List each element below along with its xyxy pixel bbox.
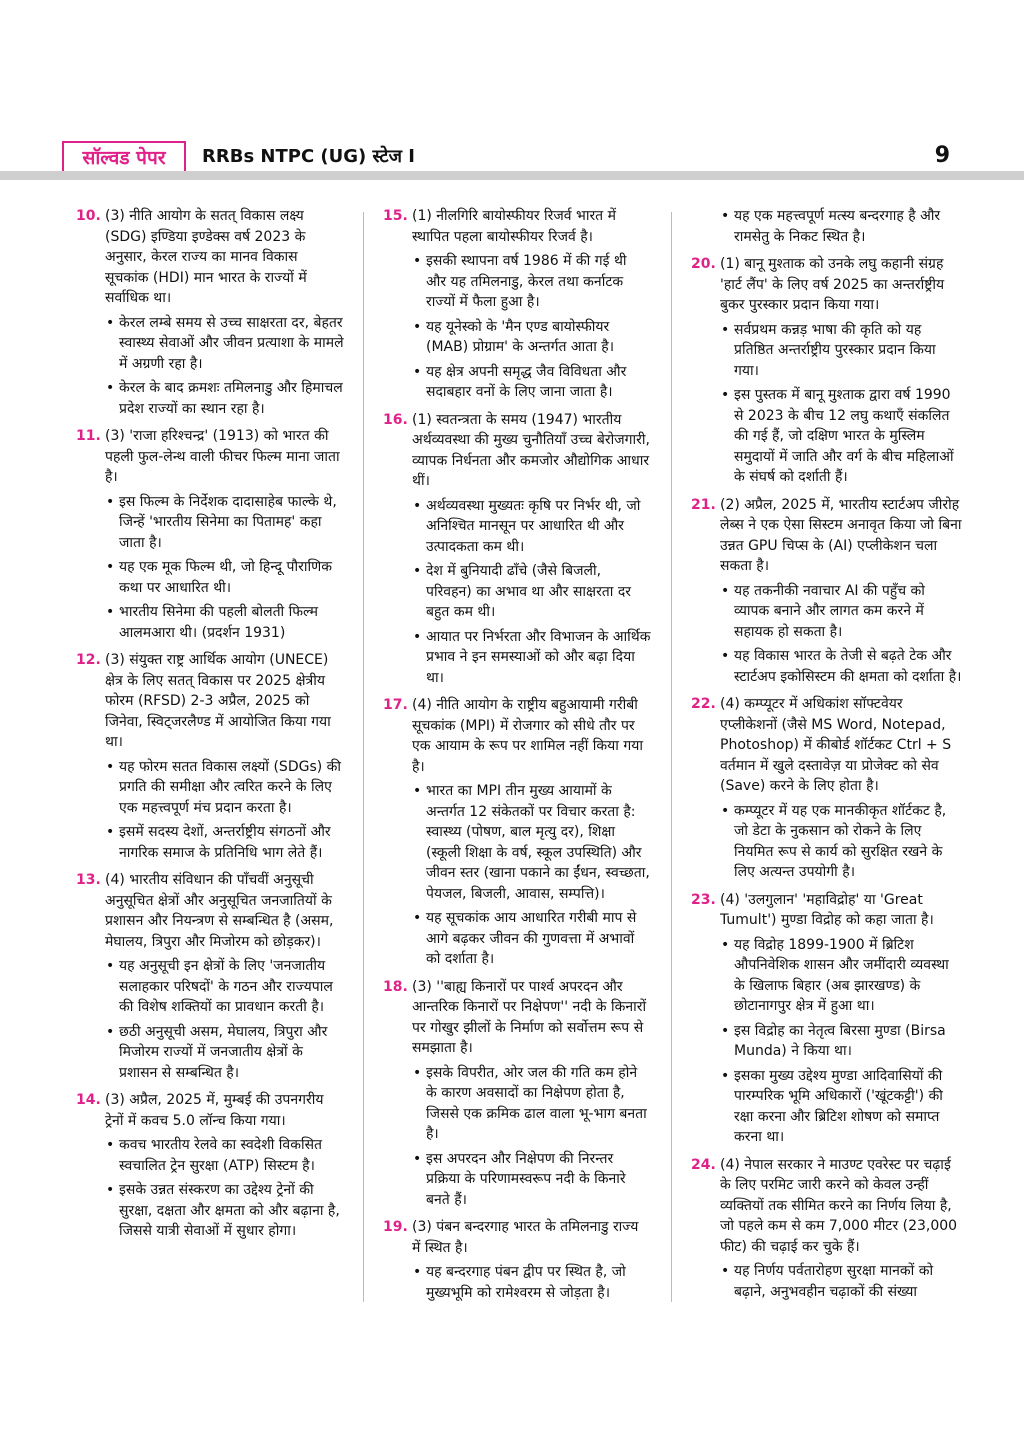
answer-item	[691, 890, 963, 1148]
explanation-bullet: • देश में बुनियादी ढाँचे (जैसे बिजली, परिवहन) का अभाव था और साक्षरता दर बहुत कम थी।	[412, 561, 651, 623]
explanation-bullet: • यह क्षेत्र अपनी समृद्ध जैव विविधता और सदाबहार वनों के लिए जाना जाता है।	[412, 362, 651, 403]
explanation-bullet: • इसकी स्थापना वर्ष 1986 में की गई थी और यह तमिलनाडु, केरल तथा कर्नाटक राज्यों में फैला हुआ है।	[412, 251, 651, 313]
question-number: 16.	[383, 411, 408, 428]
question-number: 19.	[383, 1219, 408, 1235]
explanation-bullet: • यह यूनेस्को के 'मैन एण्ड बायोस्फीयर (MAB) प्रोग्राम' के अन्तर्गत आता है।	[412, 317, 651, 358]
explanation-bullet: • इस फिल्म के निर्देशक दादासाहेब फाल्के थे, जिन्हें 'भारतीय सिनेमा का पितामह' कहा जाता है।	[105, 492, 344, 554]
answer-text: (4) नीति आयोग के राष्ट्रीय बहुआयामी गरीबी सूचकांक (MPI) में रोजगार को सीधे तौर पर एक आयाम के रूप पर शामिल नहीं किया गया है।	[412, 697, 643, 775]
answer-item	[383, 977, 651, 1211]
answer-text: (3) 'राजा हरिश्चन्द्र' (1913) को भारत की पहली फुल-लेन्थ वाली फीचर फिल्म माना जाता है।	[105, 428, 340, 485]
answer-text: (2) अप्रैल, 2025 में, भारतीय स्टार्टअप जीरोह लेब्स ने एक ऐसा सिस्टम अनावृत किया जो बिना उन्नत GPU चिप्स के (AI) एप्लीकेशन चला सकता है।	[720, 496, 962, 574]
answer-item	[76, 426, 344, 643]
explanation-bullet: • यह एक मूक फिल्म थी, जो हिन्दू पौराणिक कथा पर आधारित थी।	[105, 557, 344, 598]
answer-text: (3) संयुक्त राष्ट्र आर्थिक आयोग (UNECE) क्षेत्र के लिए सतत् विकास पर 2025 क्षेत्रीय फोरम (RFSD) 2-3 अप्रैल, 2025 को जिनेवा, स्विट्जरलैण्ड में आयोजित किया गया था।	[105, 652, 331, 750]
explanation-bullet: • यह विद्रोह 1899-1900 में ब्रिटिश औपनिवेशिक शासन और जमींदारी व्यवस्था के खिलाफ बिहार (अब झारखण्ड) के छोटानागपुर क्षेत्र में हुआ था।	[720, 935, 963, 1017]
explanation-bullet: • भारत का MPI तीन मुख्य आयामों के अन्तर्गत 12 संकेतकों पर विचार करता है: स्वास्थ्य (पोषण, बाल मृत्यु दर), शिक्षा (स्कूली शिक्षा के वर्ष, स्कूल उपस्थिति) और जीवन स्तर (खाना पकाने का ईंधन, स्वच्छता, पेयजल, बिजली, आवास, सम्पत्ति)।	[412, 781, 651, 904]
answer-column-3	[691, 206, 963, 1309]
answer-text: (3) अप्रैल, 2025 में, मुम्बई की उपनगरीय ट्रेनों में कवच 5.0 लॉन्च किया गया।	[105, 1092, 324, 1129]
column-divider	[671, 212, 672, 1302]
answer-text: (1) नीलगिरि बायोस्फीयर रिजर्व भारत में स्थापित पहला बायोस्फीयर रिजर्व है।	[412, 208, 616, 245]
answer-item	[76, 870, 344, 1083]
answer-text: (1) स्वतन्त्रता के समय (1947) भारतीय अर्थव्यवस्था की मुख्य चुनौतियाँ उच्च बेरोजगारी, व्यापक निर्धनता और कमजोर औद्योगिक आधार थीं।	[412, 411, 650, 489]
explanation-bullet: • यह एक महत्त्वपूर्ण मत्स्य बन्दरगाह है और रामसेतु के निकट स्थित है।	[720, 206, 963, 247]
explanation-bullet: • सर्वप्रथम कन्नड़ भाषा की कृति को यह प्रतिष्ठित अन्तर्राष्ट्रीय पुरस्कार प्रदान किया गया।	[720, 320, 963, 382]
question-number: 14.	[76, 1092, 101, 1108]
answer-text: (1) बानू मुश्ताक को उनके लघु कहानी संग्रह 'हार्ट लैंप' के लिए वर्ष 2025 का अन्तर्राष्ट्रीय बुकर पुरस्कार प्रदान किया गया।	[720, 256, 945, 313]
answer-text: (4) नेपाल सरकार ने माउण्ट एवरेस्ट पर चढ़ाई के लिए परमिट जारी करने को केवल उन्हीं व्यक्तियों तक सीमित करने का निर्णय लिया है, जो पहले कम से कम 7,000 मीटर (23,000 फीट) की चढ़ाई कर चुके हैं।	[720, 1156, 958, 1255]
page-number: 9	[934, 143, 950, 168]
answer-item	[691, 495, 963, 688]
question-number: 17.	[383, 697, 408, 713]
explanation-bullet: • इस अपरदन और निक्षेपण की निरन्तर प्रक्रिया के परिणामस्वरूप नदी के किनारे बनते हैं।	[412, 1149, 651, 1211]
answer-text: (3) ''बाह्य किनारों पर पार्श्व अपरदन और आन्तरिक किनारों पर निक्षेपण'' नदी के किनारों पर गोखुर झीलों के निर्माण को सर्वोत्तम रूप से समझाता है।	[412, 978, 647, 1056]
explanation-bullet: • छठी अनुसूची असम, मेघालय, त्रिपुरा और मिजोरम राज्यों में जनजातीय क्षेत्रों के प्रशासन से सम्बन्धित है।	[105, 1022, 344, 1084]
explanation-bullet: • कम्प्यूटर में यह एक मानकीकृत शॉर्टकट है, जो डेटा के नुकसान को रोकने के लिए नियमित रूप से कार्य को सुरक्षित रखने के लिए अत्यन्त उपयोगी है।	[720, 801, 963, 883]
explanation-bullet: • यह निर्णय पर्वतारोहण सुरक्षा मानकों को बढ़ाने, अनुभवहीन चढ़ाकों की संख्या	[720, 1261, 963, 1302]
page-header-title: RRBs NTPC (UG) स्टेज I	[202, 146, 415, 167]
answer-item	[691, 694, 963, 883]
answer-text: (3) नीति आयोग के सतत् विकास लक्ष्य (SDG) इण्डिया इण्डेक्स वर्ष 2023 के अनुसार, केरल राज्य का मानव विकास सूचकांक (HDI) मान भारत के राज्यों में सर्वाधिक था।	[105, 208, 307, 306]
question-number: 23.	[691, 891, 716, 908]
answer-item	[76, 1090, 344, 1242]
answer-item	[383, 695, 651, 970]
explanation-bullet: • केरल लम्बे समय से उच्च साक्षरता दर, बेहतर स्वास्थ्य सेवाओं और जीवन प्रत्याशा के मामले में अग्रणी रहा है।	[105, 313, 344, 375]
question-number: 10.	[76, 208, 101, 224]
answer-item	[76, 206, 344, 419]
answer-text: (4) भारतीय संविधान की पाँचवीं अनुसूची अनुसूचित क्षेत्रों और अनुसूचित जनजातियों के प्रशासन और नियन्त्रण से सम्बन्धित है (असम, मेघालय, त्रिपुरा और मिजोरम को छोड़कर)।	[105, 872, 334, 950]
solved-paper-badge: सॉल्वड पेपर	[62, 141, 186, 175]
explanation-bullet: • इस विद्रोह का नेतृत्व बिरसा मुण्डा (Birsa Munda) ने किया था।	[720, 1021, 963, 1062]
question-number: 13.	[76, 872, 101, 888]
answer-item	[691, 254, 963, 488]
explanation-bullet: • यह विकास भारत के तेजी से बढ़ते टेक और स्टार्टअप इकोसिस्टम की क्षमता को दर्शाता है।	[720, 646, 963, 687]
explanation-bullet: • भारतीय सिनेमा की पहली बोलती फिल्म आलमआरा थी। (प्रदर्शन 1931)	[105, 602, 344, 643]
answer-text: (4) कम्प्यूटर में अधिकांश सॉफ्टवेयर एप्लीकेशनों (जैसे MS Word, Notepad, Photoshop) में कीबोर्ड शॉर्टकट Ctrl + S वर्तमान में खुले दस्तावेज़ या प्रोजेक्ट को सेव (Save) करने के लिए होता है।	[720, 696, 952, 794]
answer-item	[76, 650, 344, 863]
explanation-bullet: • यह सूचकांक आय आधारित गरीबी माप से आगे बढ़कर जीवन की गुणवत्ता में अभावों को दर्शाता है।	[412, 908, 651, 970]
explanation-bullet: • इसके विपरीत, ओर जल की गति कम होने के कारण अवसादों का निक्षेपण होता है, जिससे एक क्रमिक ढाल वाला भू-भाग बनता है।	[412, 1063, 651, 1145]
explanation-bullet: • यह बन्दरगाह पंबन द्वीप पर स्थित है, जो मुख्यभूमि को रामेश्वरम से जोड़ता है।	[412, 1262, 651, 1303]
explanation-bullet: • आयात पर निर्भरता और विभाजन के आर्थिक प्रभाव ने इन समस्याओं को और बढ़ा दिया था।	[412, 627, 651, 689]
answer-column-2	[383, 206, 651, 1310]
explanation-bullet: • यह अनुसूची इन क्षेत्रों के लिए 'जनजातीय सलाहकार परिषदों' के गठन और राज्यपाल की विशेष शक्तियों का प्रावधान करती है।	[105, 956, 344, 1018]
question-number: 22.	[691, 696, 716, 712]
explanation-bullet: • इसके उन्नत संस्करण का उद्देश्य ट्रेनों की सुरक्षा, दक्षता और क्षमता को और बढ़ाना है, जिससे यात्री सेवाओं में सुधार होगा।	[105, 1180, 344, 1242]
question-number: 21.	[691, 496, 716, 513]
answer-column-1	[76, 206, 344, 1249]
answer-text: (4) 'उलगुलान' 'महाविद्रोह' या 'Great Tumult') मुण्डा विद्रोह को कहा जाता है।	[720, 891, 934, 928]
explanation-bullet: • इस पुस्तक में बानू मुश्ताक द्वारा वर्ष 1990 से 2023 के बीच 12 लघु कथाएँ संकलित की गई हैं, जो दक्षिण भारत के मुस्लिम समुदायों में जाति और वर्ग के बीच महिलाओं के संघर्ष को दर्शाती हैं।	[720, 385, 963, 488]
explanation-bullet: • कवच भारतीय रेलवे का स्वदेशी विकसित स्वचालित ट्रेन सुरक्षा (ATP) सिस्टम है।	[105, 1135, 344, 1176]
explanation-bullet: • यह तकनीकी नवाचार AI की पहुँच को व्यापक बनाने और लागत कम करने में सहायक हो सकता है।	[720, 581, 963, 643]
page-header	[0, 0, 1024, 180]
answer-item	[691, 206, 963, 247]
header-divider-bar	[0, 171, 1024, 180]
question-number: 15.	[383, 208, 408, 224]
explanation-bullet: • इसमें सदस्य देशों, अन्तर्राष्ट्रीय संगठनों और नागरिक समाज के प्रतिनिधि भाग लेते हैं।	[105, 822, 344, 863]
explanation-bullet: • यह फोरम सतत विकास लक्ष्यों (SDGs) की प्रगति की समीक्षा और त्वरित करने के लिए एक महत्त्वपूर्ण मंच प्रदान करता है।	[105, 757, 344, 819]
question-number: 11.	[76, 428, 101, 444]
answer-item	[383, 410, 651, 689]
answer-item	[691, 1155, 963, 1303]
answer-text: (3) पंबन बन्दरगाह भारत के तमिलनाडु राज्य में स्थित है।	[412, 1219, 639, 1256]
question-number: 24.	[691, 1156, 716, 1173]
question-number: 20.	[691, 256, 716, 272]
question-number: 18.	[383, 978, 408, 995]
answer-item	[383, 206, 651, 403]
question-number: 12.	[76, 652, 101, 668]
column-divider	[363, 212, 364, 1302]
explanation-bullet: • अर्थव्यवस्था मुख्यतः कृषि पर निर्भर थी, जो अनिश्चित मानसून पर आधारित थी और उत्पादकता कम थी।	[412, 496, 651, 558]
answer-item	[383, 1217, 651, 1303]
explanation-bullet: • इसका मुख्य उद्देश्य मुण्डा आदिवासियों की पारम्परिक भूमि अधिकारों ('खूंटकट्टी') की रक्षा करना और ब्रिटिश शोषण को समाप्त करना था।	[720, 1066, 963, 1148]
explanation-bullet: • केरल के बाद क्रमशः तमिलनाडु और हिमाचल प्रदेश राज्यों का स्थान रहा है।	[105, 378, 344, 419]
